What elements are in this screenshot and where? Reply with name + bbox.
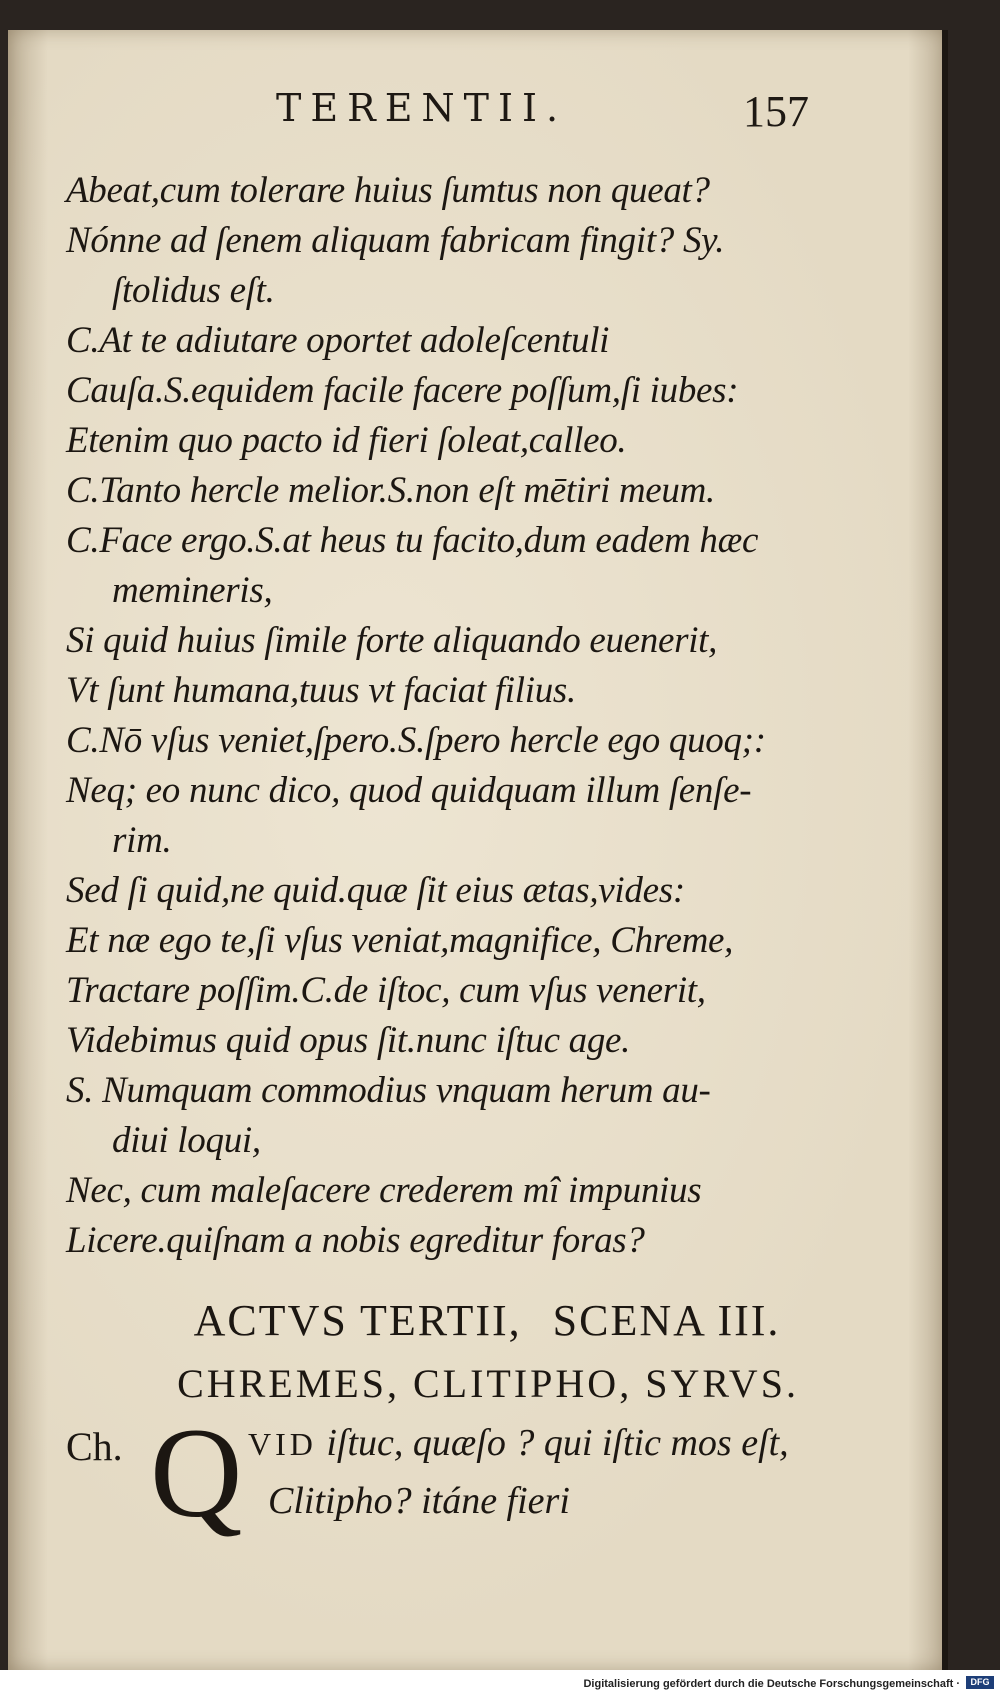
verse-line: Neq; eo nunc dico, quod quidquam illum ſenſe- — [66, 770, 752, 811]
footer-bar — [0, 1670, 1000, 1694]
verse-line: rim. — [112, 820, 172, 861]
dfg-logo-icon: DFG — [966, 1676, 994, 1689]
funding-credit: Digitalisierung gefördert durch die Deutsche Forschungsgemeinschaft · — [583, 1678, 960, 1690]
verse-line: memineris, — [112, 570, 273, 611]
scene-second-line: Clitipho? itáne fieri — [268, 1480, 570, 1522]
scene-first-line — [248, 1421, 789, 1465]
scene-heading-part: SCENA III. — [552, 1296, 781, 1345]
verse-line: Nónne ad ſenem aliquam fabricam fingit? Sy. — [66, 220, 725, 261]
verse-line: Nec, cum maleſacere crederem mî impunius — [66, 1170, 702, 1211]
verse-line: C.Tanto hercle melior.S.non eſt mētiri meum. — [66, 470, 715, 511]
verse-line: ſtolidus eſt. — [112, 270, 275, 311]
verse-line: diui loqui, — [112, 1120, 261, 1161]
running-title: TERENTII. — [276, 86, 568, 130]
verse-line: Tractare poſſim.C.de iſtoc, cum vſus venerit, — [66, 970, 706, 1011]
verse-line: C.Face ergo.S.at heus tu facito,dum eadem hæc — [66, 520, 759, 561]
verse-line: C.Nō vſus veniet,ſpero.S.ſpero hercle ego quoq;: — [66, 720, 766, 761]
page-edge-shadow — [942, 30, 948, 1670]
scene-speakers: CHREMES, CLITIPHO, SYRVS. — [177, 1361, 799, 1406]
verse-line: Videbimus quid opus ſit.nunc iſtuc age. — [66, 1020, 631, 1061]
verse-line: Cauſa.S.equidem facile facere poſſum,ſi iubes: — [66, 370, 739, 411]
verse-line: Si quid huius ſimile forte aliquando euenerit, — [66, 620, 718, 661]
act-scene-heading — [8, 1295, 948, 1346]
act-heading-part: ACTVS TERTII, — [193, 1296, 522, 1345]
verse-text-block — [66, 166, 826, 1266]
scene-first-line-rest: iſtuc, quæſo ? qui iſtic mos eſt, — [316, 1422, 789, 1464]
scene-opening — [66, 1402, 826, 1555]
book-page — [8, 30, 948, 1670]
verse-line: Sed ſi quid,ne quid.quæ ſit eius ætas,vides: — [66, 870, 685, 911]
verse-line: Et næ ego te,ſi vſus veniat,magnifice, Chreme, — [66, 920, 734, 961]
verse-line: C.At te adiutare oportet adoleſcentuli — [66, 320, 610, 361]
drop-capital: Q — [150, 1402, 243, 1544]
verse-line: Etenim quo pacto id fieri ſoleat,calleo. — [66, 420, 627, 461]
verse-line: Licere.quiſnam a nobis egreditur foras? — [66, 1220, 645, 1261]
speaker-tag: Ch. — [66, 1424, 123, 1469]
verse-line: Vt ſunt humana,tuus vt faciat filius. — [66, 670, 576, 711]
verse-line: Abeat,cum tolerare huius ſumtus non queat? — [66, 170, 710, 211]
page-number: 157 — [743, 87, 809, 136]
scene-first-line-caps: VID — [248, 1426, 317, 1462]
verse-line: S. Numquam commodius vnquam herum au- — [66, 1070, 711, 1111]
page-header — [8, 82, 948, 142]
